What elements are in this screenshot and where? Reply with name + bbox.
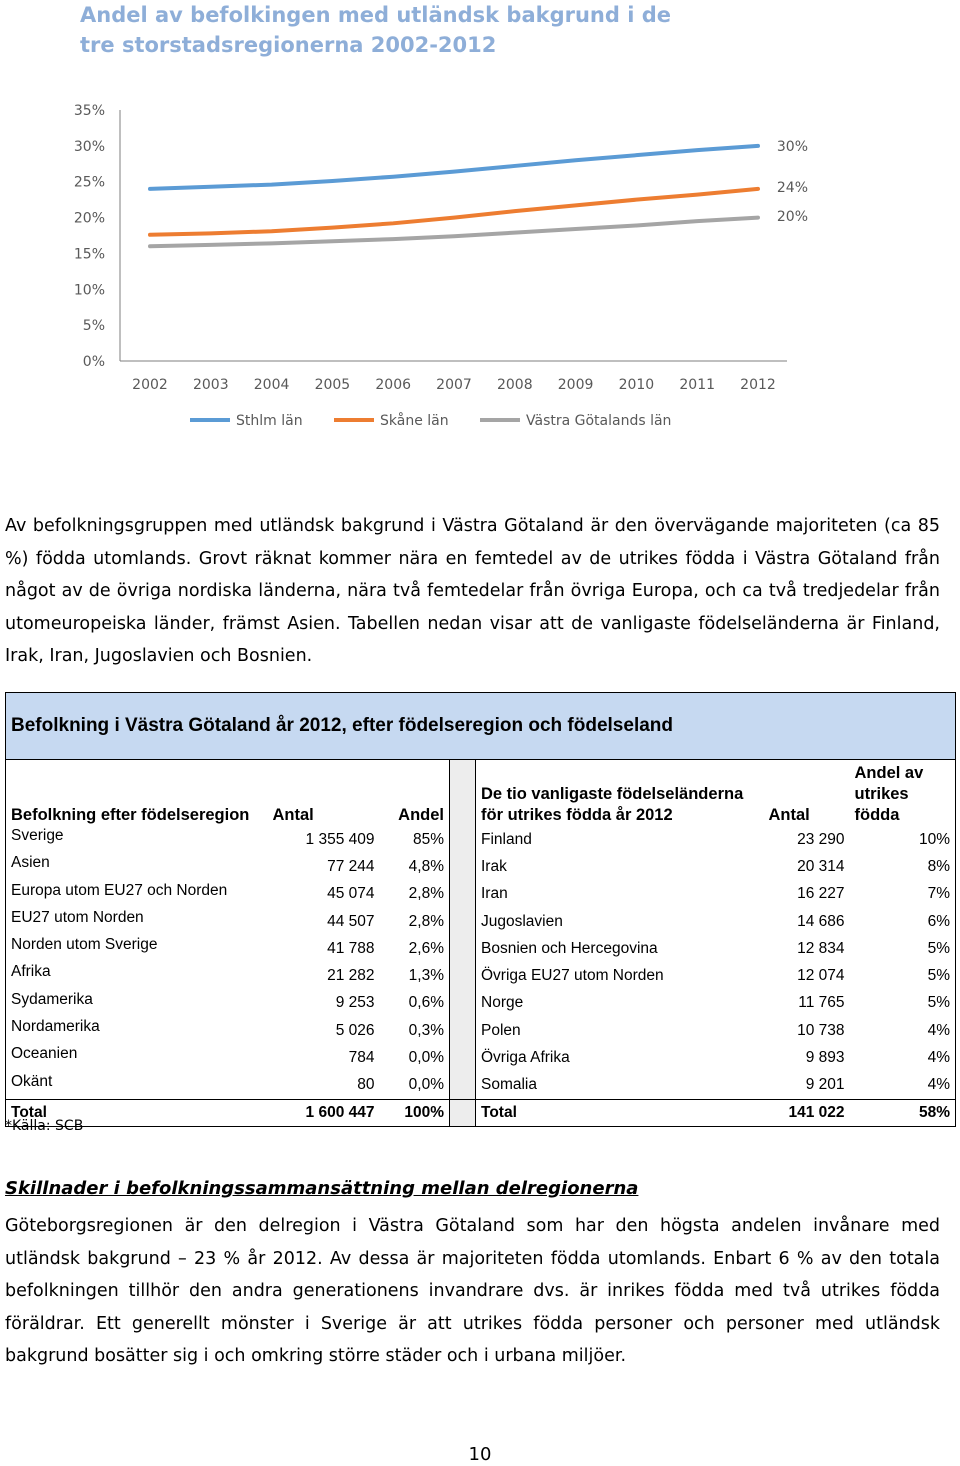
table-row — [6, 908, 956, 935]
table-gap — [450, 1099, 476, 1126]
table-row — [6, 962, 956, 989]
cell-antal2: 9 893 — [805, 1049, 845, 1067]
cell-region: Europa utom EU27 och Norden — [6, 881, 268, 908]
cell-andel: 0,6% — [408, 994, 444, 1012]
header-antal2: Antal — [764, 760, 850, 827]
legend-label: Skåne län — [380, 413, 449, 429]
table-gap — [450, 1017, 476, 1044]
table-gap — [450, 990, 476, 1017]
table-row — [6, 990, 956, 1017]
body-paragraph: Göteborgsregionen är den delregion i Västra Götaland som har den högsta andelen invånare med utländsk bakgrund – 23 % år 2012. Av dessa är majoriteten födda utomlands. Enbart 6 % av den totala befolkningen tillhör den andra generationens invandrare dvs. är inrikes födda med två utrikes födda föräldrar. Ett generellt mönster i Sverige är att utrikes födda personer och personer med utländsk bakgrund bosätter sig i och omkring större städer och i urbana miljöer. — [5, 1216, 940, 1366]
x-tick-label: 2011 — [679, 377, 716, 393]
table-gap — [450, 760, 476, 827]
cell-antal: 77 244 — [327, 857, 375, 875]
cell-andel: 85% — [412, 830, 444, 848]
data-label: 24% — [776, 180, 808, 196]
header-country: De tio vanligaste födelseländerna för utrikes födda år 2012 — [476, 760, 764, 827]
y-tick-label: 25% — [73, 174, 105, 191]
table-source: *Källa: SCB — [5, 1118, 84, 1134]
header-antal: Antal — [268, 760, 380, 827]
total-antal2: 141 022 — [764, 1099, 850, 1126]
cell-andel2: 6% — [850, 908, 956, 935]
cell-andel: 2,8% — [408, 912, 444, 930]
line-chart — [0, 90, 960, 440]
table-row — [6, 1044, 956, 1071]
cell-country: Övriga Afrika — [481, 1049, 570, 1067]
table-caption: Befolkning i Västra Götaland år 2012, efter födelseregion och födelseland — [6, 693, 956, 760]
cell-antal2: 20 314 — [797, 857, 845, 875]
y-tick-label: 30% — [73, 138, 105, 155]
section-heading: Skillnader i befolkningssammansättning mellan delregionerna — [5, 1178, 639, 1199]
legend-label: Sthlm län — [236, 413, 303, 429]
cell-antal: 9 253 — [335, 994, 375, 1012]
cell-antal2: 16 227 — [797, 885, 845, 903]
table-gap — [450, 935, 476, 962]
cell-region: Afrika — [6, 962, 268, 989]
cell-region: Oceanien — [6, 1044, 268, 1071]
cell-country: Iran — [481, 885, 508, 903]
table-row — [6, 1072, 956, 1100]
cell-country: Övriga EU27 utom Norden — [481, 967, 664, 985]
cell-country: Polen — [481, 1021, 521, 1039]
cell-andel: 0,3% — [408, 1021, 444, 1039]
table-gap — [450, 1044, 476, 1071]
cell-country: Somalia — [481, 1076, 537, 1094]
cell-antal2: 9 201 — [805, 1076, 845, 1094]
total-region: Total — [6, 1099, 268, 1126]
cell-region: Okänt — [6, 1072, 268, 1100]
cell-country: Norge — [481, 994, 524, 1012]
cell-andel2: 4% — [850, 1072, 956, 1100]
cell-region: Norden utom Sverige — [6, 935, 268, 962]
page-number: 10 — [468, 1444, 492, 1465]
cell-antal: 45 074 — [327, 885, 375, 903]
cell-andel2: 5% — [850, 935, 956, 962]
cell-andel: 1,3% — [408, 967, 444, 985]
cell-andel: 2,6% — [408, 939, 444, 957]
table-row — [6, 881, 956, 908]
cell-andel2: 10% — [850, 826, 956, 853]
cell-andel: 0,0% — [408, 1049, 444, 1067]
cell-antal2: 14 686 — [797, 912, 845, 930]
chart-title: Andel av befolkingen med utländsk bakgrund i de tre storstadsregionerna 2002-2012 — [80, 3, 672, 57]
table-row — [6, 853, 956, 880]
cell-andel2: 8% — [850, 853, 956, 880]
intro-paragraph: Av befolkningsgruppen med utländsk bakgrund i Västra Götaland är den övervägande majoriteten (ca 85 %) födda utomlands. Grovt räknat kommer nära en femtedel av de utrikes födda i Västra Götaland från något av de övriga nordiska länderna, nära två femtedelar från övriga Europa, och ca två tredjedelar från utomeuropeiska länder, främst Asien. Tabellen nedan visar att de vanligaste födelseländerna är Finland, Irak, Iran, Jugoslavien och Bosnien. — [5, 516, 940, 666]
total-andel2: 58% — [850, 1099, 956, 1126]
cell-country: Jugoslavien — [481, 912, 563, 930]
cell-antal: 44 507 — [327, 912, 375, 930]
x-tick-label: 2007 — [436, 377, 472, 393]
cell-antal2: 12 834 — [797, 939, 845, 957]
x-tick-label: 2002 — [132, 377, 168, 393]
cell-antal2: 23 290 — [797, 830, 845, 848]
table-gap — [450, 853, 476, 880]
cell-andel: 4,8% — [408, 857, 444, 875]
y-tick-label: 35% — [73, 103, 105, 119]
cell-antal: 21 282 — [327, 967, 375, 985]
x-tick-label: 2004 — [253, 377, 290, 393]
total-andel: 100% — [380, 1099, 450, 1126]
cell-antal: 80 — [357, 1076, 375, 1094]
header-andel: Andel — [380, 760, 450, 827]
table-row — [6, 935, 956, 962]
x-tick-label: 2010 — [618, 377, 655, 393]
x-tick-label: 2006 — [375, 377, 412, 393]
cell-andel2: 5% — [850, 990, 956, 1017]
cell-andel: 2,8% — [408, 885, 444, 903]
data-label: 20% — [776, 209, 808, 225]
table-row — [6, 1017, 956, 1044]
x-tick-label: 2008 — [496, 377, 533, 393]
cell-andel2: 4% — [850, 1044, 956, 1071]
table-row — [6, 826, 956, 853]
total-row — [6, 1099, 956, 1126]
population-table — [5, 692, 955, 1127]
x-tick-label: 2005 — [314, 377, 351, 393]
series-line-1 — [150, 189, 758, 235]
y-tick-label: 15% — [73, 246, 105, 263]
cell-andel2: 7% — [850, 881, 956, 908]
y-tick-label: 0% — [82, 354, 105, 370]
cell-antal: 41 788 — [327, 939, 375, 957]
y-tick-label: 5% — [82, 318, 105, 335]
cell-antal2: 11 765 — [798, 994, 845, 1012]
table-gap — [450, 908, 476, 935]
cell-region: EU27 utom Norden — [6, 908, 268, 935]
data-label: 30% — [776, 139, 808, 155]
header-andel2: Andel av utrikes födda — [850, 760, 956, 827]
y-tick-label: 10% — [73, 282, 105, 299]
table-gap — [450, 826, 476, 853]
cell-andel: 0,0% — [408, 1076, 444, 1094]
y-tick-label: 20% — [73, 210, 105, 227]
cell-antal: 5 026 — [335, 1021, 375, 1039]
cell-country: Finland — [481, 830, 532, 848]
cell-antal: 784 — [348, 1049, 375, 1067]
total-country: Total — [476, 1099, 764, 1126]
x-tick-label: 2003 — [192, 377, 229, 393]
cell-antal2: 12 074 — [797, 967, 845, 985]
cell-antal: 1 355 409 — [305, 830, 375, 848]
header-region: Befolkning efter födelseregion — [6, 760, 268, 827]
cell-region: Sverige — [6, 826, 268, 853]
x-tick-label: 2009 — [557, 377, 594, 393]
table-gap — [450, 962, 476, 989]
x-tick-label: 2012 — [740, 377, 776, 393]
cell-antal2: 10 738 — [797, 1021, 845, 1039]
cell-region: Asien — [6, 853, 268, 880]
cell-country: Bosnien och Hercegovina — [481, 939, 658, 957]
cell-andel2: 4% — [850, 1017, 956, 1044]
total-antal: 1 600 447 — [268, 1099, 380, 1126]
table-gap — [450, 881, 476, 908]
series-line-0 — [150, 146, 758, 189]
cell-region: Nordamerika — [6, 1017, 268, 1044]
cell-region: Sydamerika — [6, 990, 268, 1017]
table-gap — [450, 1072, 476, 1100]
cell-country: Irak — [481, 857, 507, 875]
legend-label: Västra Götalands län — [526, 413, 672, 429]
cell-andel2: 5% — [850, 962, 956, 989]
